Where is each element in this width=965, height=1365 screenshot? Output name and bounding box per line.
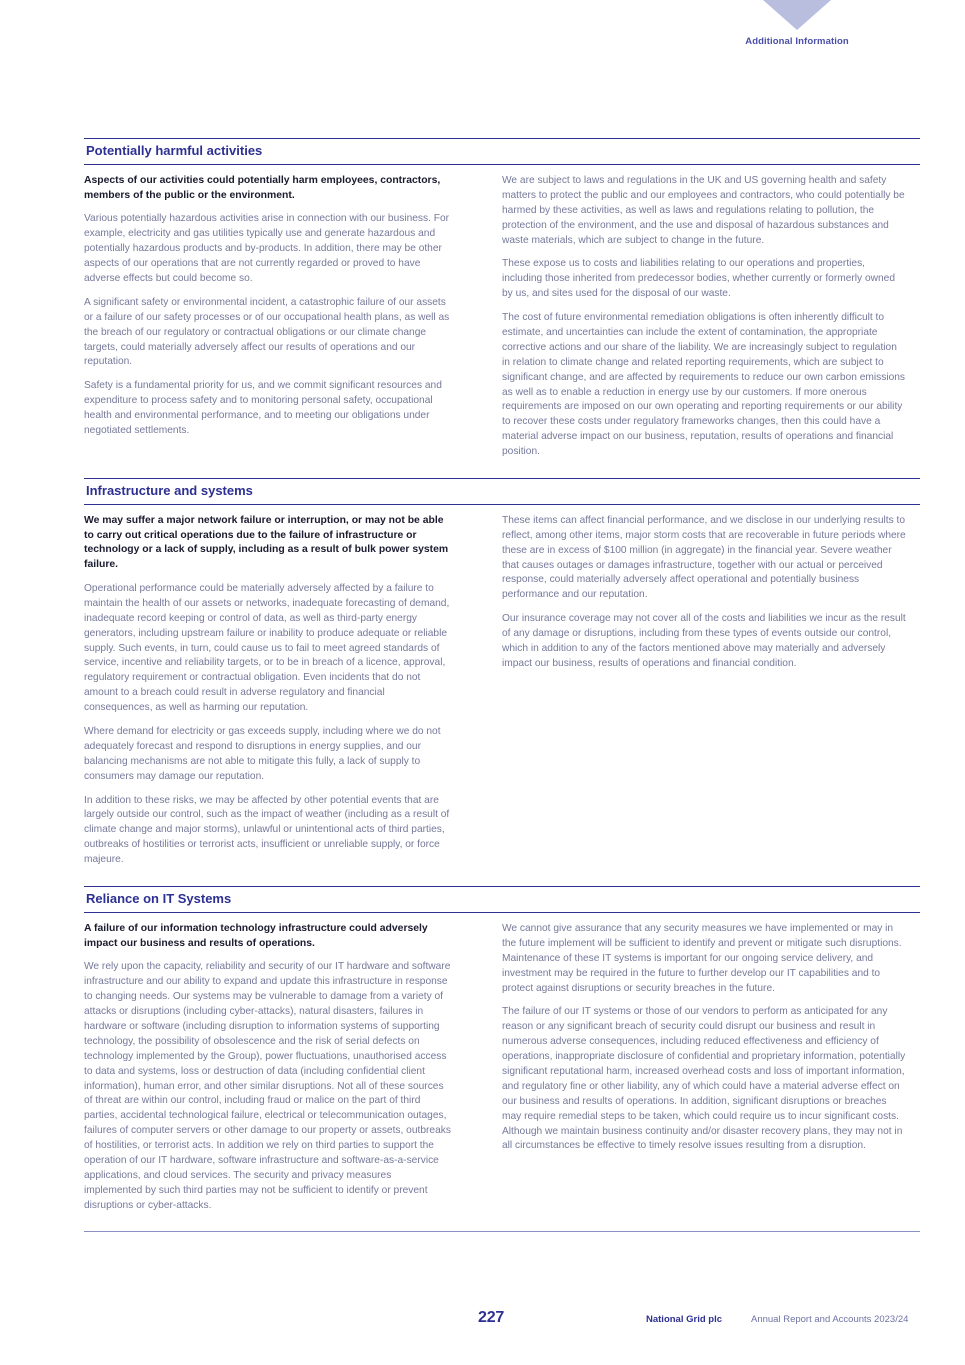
section-columns [84, 165, 920, 460]
right-column [502, 174, 920, 460]
body-paragraph: We rely upon the capacity, reliability and security of our IT hardware and software infrastructure and our ability to expand and update this infrastructure in response to changing needs. Our systems may be vulnerable to damage from a variety of attacks or disruptions (including cyber-attacks), natural disasters, failures in hardware or software (including disruption to information systems of supporting technology, the possibility of obsolescence and the risk of serial defects on technology implemented by the Group), power fluctuations, unauthorised access to data and systems, loss or destruction of data (including confidential client information), human error, and other similar disruptions. Not all of these sources of threat are within our control, including fraud or malice on the part of third parties, accidental technological failure, electrical or telecommunication outages, failures of computer servers or other damage to our property or assets, outbreaks of hostilities, or terrorist acts. In addition we rely on third parties to support the operation of our IT hardware, software infrastructure and software-as-a-service applications, and cloud services. The security and privacy measures implemented by such third parties may not be sufficient to identify or prevent disruptions or cyber-attacks. [84, 961, 451, 1211]
left-column [84, 922, 502, 1214]
section-title: Reliance on IT Systems [86, 891, 232, 906]
left-column [84, 174, 502, 460]
section-tab-label: Additional Information [745, 36, 849, 47]
section-spacer [84, 460, 920, 478]
section-infrastructure-and-systems [84, 478, 920, 868]
body-paragraph: Various potentially hazardous activities arise in connection with our business. For example, electricity and gas utilities typically use and generate hazardous and potentially hazardous products and by-products. In addition, there may be other aspects of our operations that are not currently regarded or proved to have adverse effects but could become so. [84, 213, 450, 285]
section-title: Potentially harmful activities [86, 143, 263, 158]
page-header [687, 0, 907, 47]
section-header [84, 478, 920, 505]
body-paragraph: Safety is a fundamental priority for us, and we commit significant resources and expenditure to process safety and to monitoring personal safety, occupational health and environmental performance, and to meeting our obligations under negotiated settlements. [84, 380, 442, 437]
footer-report-title: Annual Report and Accounts 2023/24 [751, 1314, 909, 1325]
body-paragraph: We cannot give assurance that any security measures we have implemented or may in the future implement will be sufficient to identify and prevent or mitigate such disruptions. Maintenance of these IT systems is important for our ongoing service delivery, and investment may be required in the future to further develop our IT capabilities and to protect against disruptions or security breaches in the future. [502, 922, 902, 994]
body-paragraph: Our insurance coverage may not cover all of the costs and liabilities we incur as the result of any damage or disruptions, including from these types of events outside our control, which in addition to any of the factors mentioned above may materially and adversely impact our business, results of operations and financial condition. [502, 613, 906, 669]
section-title: Infrastructure and systems [86, 482, 253, 498]
triangle-down-icon [763, 0, 831, 30]
risk-statement: Aspects of our activities could potentially harm employees, contractors, members of the public or the environment. [84, 174, 441, 201]
body-paragraph: These expose us to costs and liabilities relating to our operations and properties, including those inherited from predecessor bodies, whether currently or formerly owned by us, and sites used for the disposal of our waste. [502, 258, 895, 300]
section-columns [84, 913, 920, 1214]
section-header [84, 138, 920, 165]
body-paragraph: In addition to these risks, we may be affected by other potential events that are largely outside our control, such as the impact of weather (including as a result of climate change and major storms), unlawful or unintentional acts of third parties, outbreaks of hostilities or terrorist acts, insufficient or unreliable supply, or force majeure. [84, 794, 450, 866]
body-paragraph: We are subject to laws and regulations in the UK and US governing health and safety matters to protect the public and our employees and contractors, who could potentially be harmed by these activities, as well as laws and regulations relating to pollution, the protection of the environment, and the use and disposal of hazardous substances and waste materials, which are subject to change in the future. [502, 174, 905, 246]
body-paragraph: A significant safety or environmental incident, a catastrophic failure of our assets or a failure of our safety processes or of our occupational health plans, as well as the breach of our regulatory or contractual obligations or our climate change targets, could materially adversely affect our results of operations and our reputation. [84, 296, 450, 368]
section-columns [84, 505, 920, 868]
section-closing-rule [84, 1231, 920, 1232]
right-column [502, 514, 920, 868]
left-column [84, 514, 502, 868]
body-paragraph: These items can affect financial performance, and we disclose in our underlying results to reflect, among other items, major storm costs that are recoverable in future periods where these are in excess of $100 million (in aggregate) in the financial year. Severe weather that causes outages or damages infrastructure, together with our actual or perceived response, could materially adversely affect operational and potentially business performance and our reputation. [502, 514, 906, 601]
section-spacer [84, 868, 920, 886]
document-content [84, 138, 920, 1232]
section-header [84, 886, 920, 913]
risk-statement: A failure of our information technology infrastructure could adversely impact our business and results of operations. [84, 922, 428, 949]
body-paragraph: Operational performance could be materially adversely affected by a failure to maintain the health of our assets or networks, inadequate forecasting of demand, inadequate record keeping or control of data, as well as third-party energy generators, including upstream failure or inability to produce adequate or reliable supply. Such events, in turn, could cause us to fail to meet agreed standards of service, incentive and reliability targets, or to be in breach of a licence, approval, regulatory requirement or contractual obligation. Even incidents that do not amount to a breach could result in adverse regulatory and financial consequences, as well as harming our reputation. [84, 582, 450, 714]
body-paragraph: Where demand for electricity or gas exceeds supply, including where we do not adequately forecast and respond to disruptions in energy supplies, and our balancing mechanisms are not able to mitigate this fully, a lack of supply to consumers may damage our reputation. [84, 725, 441, 782]
risk-statement: We may suffer a major network failure or interruption, or may not be able to carry out critical operations due to the failure of infrastructure or technology or a lack of supply, including as a result of bulk power system failure. [84, 514, 449, 571]
body-paragraph: The cost of future environmental remediation obligations is often inherently difficult to estimate, and uncertainties can include the extent of contamination, the appropriate corrective actions and our share of the liability. We are increasingly subject to regulation in relation to climate change and related reporting requirements, which are subject to significant change, and are affected by requirements to reduce our own carbon emissions as well as to enable a reduction in energy use by our customers. If more onerous requirements are imposed on our own operating and reporting requirements or our ability to recover these costs under regulatory frameworks changes, then this could have a material adverse impact on our business, reputation, results of operations and financial position. [502, 312, 906, 458]
right-column [502, 922, 920, 1214]
footer-brand: National Grid plc [646, 1314, 723, 1325]
section-potentially-harmful-activities [84, 138, 920, 460]
body-paragraph: The failure of our IT systems or those of our vendors to perform as anticipated for any reason or any significant breach of security could disrupt our business and result in numerous adverse consequences, including reduced effectiveness and efficiency of operations, inappropriate disclosure of confidential and proprietary information, potentially significant reputational harm, increased overhead costs and loss of important information, and regulatory fine or other liability, any of which could have a material adverse effect on our business and results of operations. In addition, significant disruptions or breaches may require remedial steps to be taken, which could require us to incur significant costs. Although we maintain business continuity and/or disaster recovery plans, they may not in all circumstances be effective to timely resolve issues resulting from a disruption. [502, 1006, 906, 1152]
page-footer [0, 1309, 965, 1339]
page-number: 227 [478, 1309, 505, 1326]
section-reliance-on-it-systems [84, 886, 920, 1232]
